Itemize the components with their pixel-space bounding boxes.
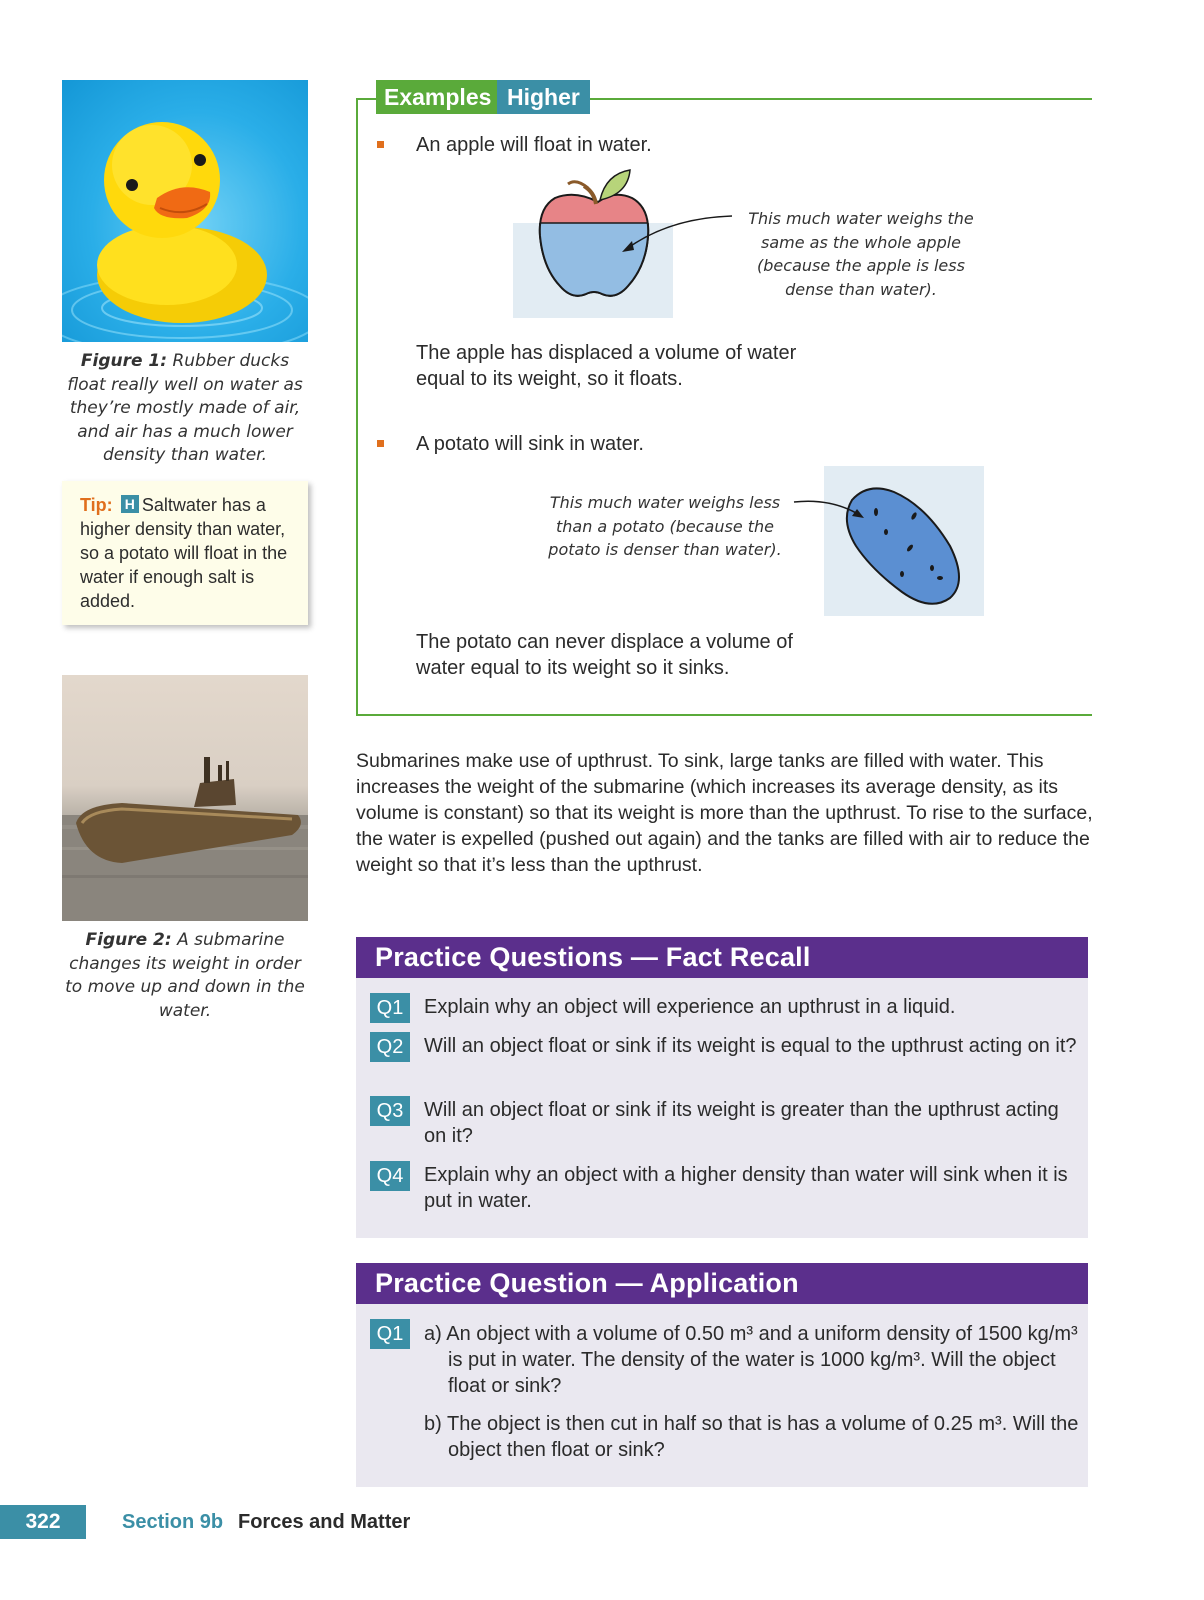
higher-badge: H <box>121 495 139 513</box>
application-title: Practice Question — Application <box>356 1263 1088 1304</box>
potato-note: This much water weighs less than a potato (because the potato is denser than water). <box>548 493 782 559</box>
tip-text: Saltwater has a higher density than water, so a potato will float in the water if enough salt is added. <box>80 495 288 611</box>
section-title: Forces and Matter <box>238 1511 411 1533</box>
apple-explanation: The apple has displaced a volume of water equal to its weight, so it floats. <box>416 342 797 390</box>
figure-2-label: Figure 2: <box>85 930 172 950</box>
potato-explanation: The potato can never displace a volume of water equal to its weight so it sinks. <box>416 631 793 679</box>
apple-diagram <box>510 168 750 320</box>
tip-label: Tip: <box>80 495 113 515</box>
question-text: Explain why an object will experience an upthrust in a liquid. <box>424 996 956 1018</box>
question-part-b: b) The object is then cut in half so that is has a volume of 0.25 m³. Will the object then float or sink? <box>424 1413 1079 1461</box>
apple-statement: An apple will float in water. <box>416 134 652 156</box>
bullet-potato <box>377 440 384 447</box>
rubber-duck-illustration <box>62 80 308 342</box>
examples-tab: Examples <box>376 80 499 114</box>
apple-note: This much water weighs the same as the whole apple (because the apple is less dense than water). <box>748 209 974 299</box>
potato-statement: A potato will sink in water. <box>416 433 644 455</box>
submarine-paragraph: Submarines make use of upthrust. To sink, large tanks are filled with water. This increases the weight of the submarine (which increases its average density, as its volume is constant) so that its weight is more than the upthrust. To rise to the surface, the water is expelled (pushed out again) and the tanks are filled with air to reduce the weight so that it’s less than the upthrust. <box>356 750 1093 876</box>
question-number: Q1 <box>370 993 410 1023</box>
question-number: Q1 <box>370 1319 410 1349</box>
application-box <box>356 1263 1088 1487</box>
potato-diagram <box>790 466 986 618</box>
rubber-duck-photo <box>62 80 308 342</box>
figure-1-label: Figure 1: <box>80 351 168 371</box>
submarine-illustration <box>62 675 308 921</box>
figure-1-text: Rubber ducks float really well on water as they’re mostly made of air, and air has a much lower density than water. <box>67 351 303 465</box>
section-label: Section 9b <box>122 1511 224 1533</box>
fact-recall-title: Practice Questions — Fact Recall <box>356 937 1088 978</box>
fact-recall-box <box>356 937 1088 1238</box>
submarine-photo <box>62 675 308 921</box>
figure-2-text: A submarine changes its weight in order to move up and down in the water. <box>65 930 305 1021</box>
higher-tab: Higher <box>497 80 590 114</box>
bullet-apple <box>377 141 384 148</box>
question-number: Q2 <box>370 1032 410 1062</box>
question-number: Q3 <box>370 1096 410 1126</box>
question-text: Will an object float or sink if its weight is equal to the upthrust acting on it? <box>424 1035 1077 1057</box>
question-text: Will an object float or sink if its weight is greater than the upthrust acting on it? <box>424 1099 1059 1147</box>
tip-box <box>62 481 308 625</box>
question-number: Q4 <box>370 1161 410 1191</box>
figure-1-caption <box>60 350 310 468</box>
page-number: 322 <box>0 1505 86 1539</box>
question-part-a: a) An object with a volume of 0.50 m³ and a uniform density of 1500 kg/m³ is put in water. The density of the water is 1000 kg/m³. Will the object float or sink? <box>424 1323 1078 1397</box>
figure-2-caption <box>60 929 310 1023</box>
question-text: Explain why an object with a higher density than water will sink when it is put in water. <box>424 1164 1068 1212</box>
